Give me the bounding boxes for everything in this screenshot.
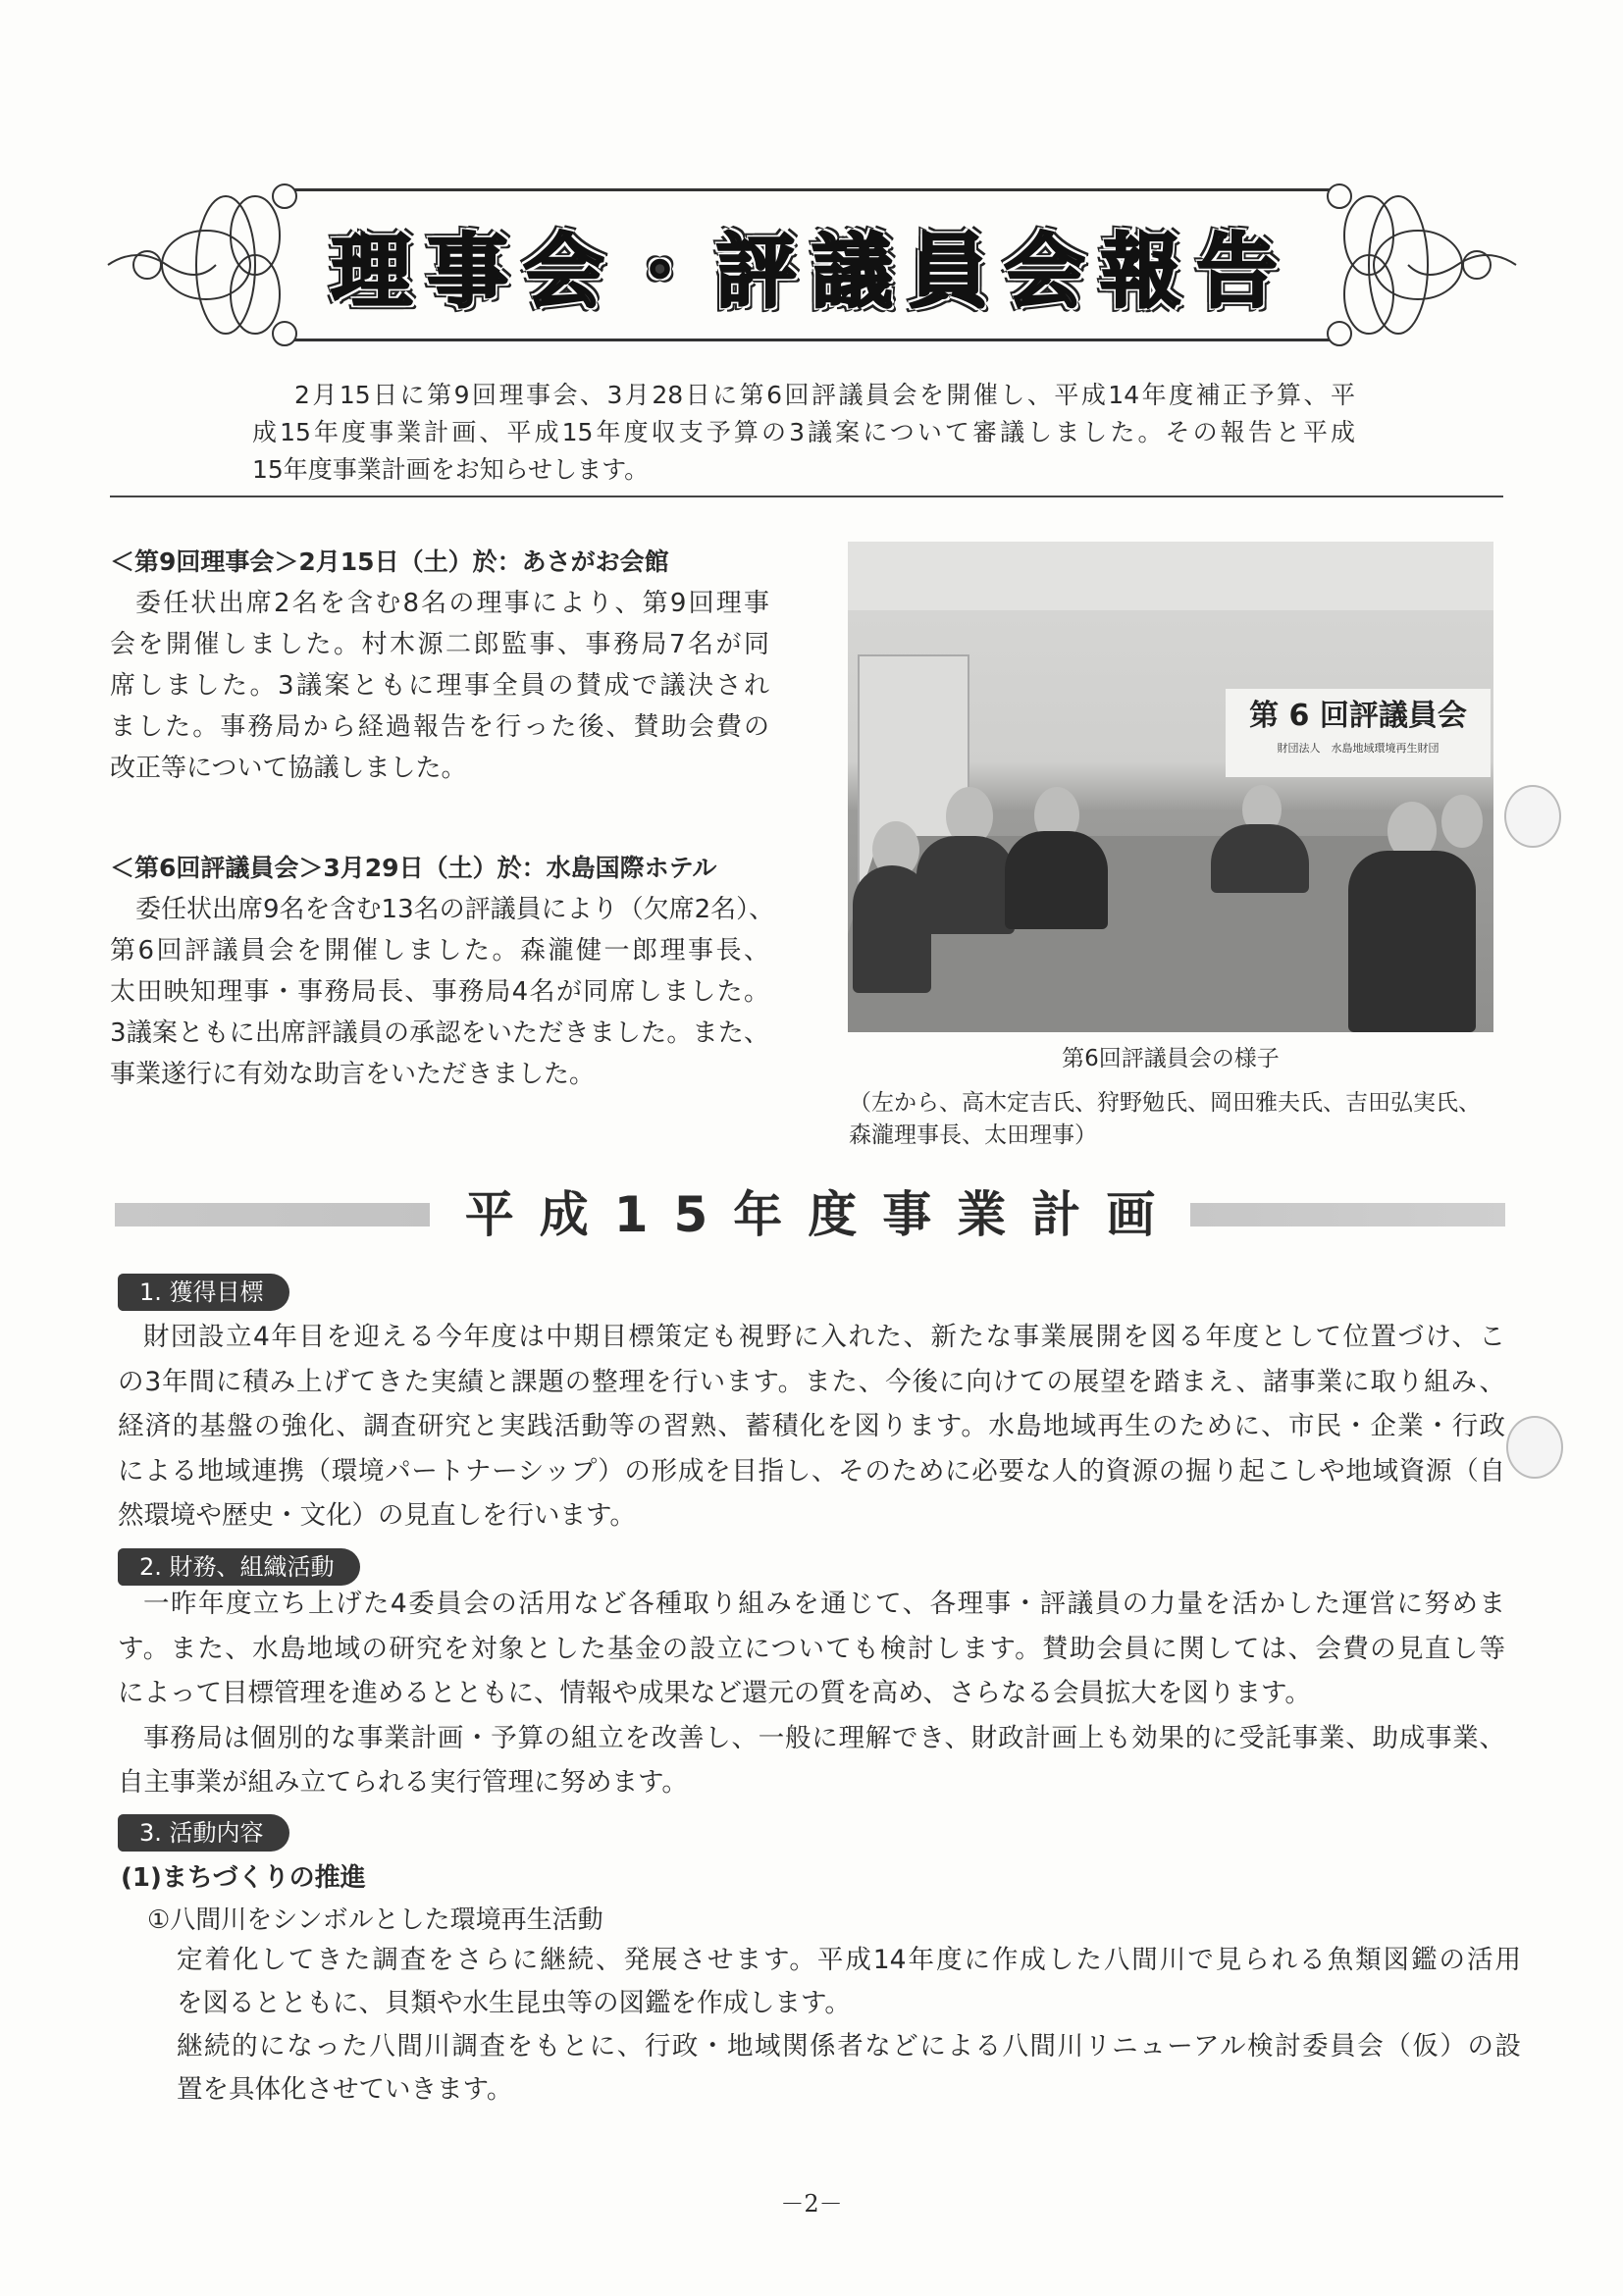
person — [1005, 831, 1108, 929]
body-line: による地域連携（環境パートナーシップ）の形成を目指し、そのために必要な人的資源の掘り起こしや地域資源（自 — [118, 1455, 1505, 1487]
section-pill-3: 3. 活動内容 — [118, 1814, 289, 1852]
council-line: 太田映知理事・事務局長、事務局4名が同席しました。 — [110, 977, 769, 1007]
banner-bottom-border — [294, 339, 1330, 341]
ornament-right-icon — [1320, 177, 1526, 353]
person — [1348, 851, 1476, 1032]
section-2-body — [118, 1582, 1505, 1805]
person — [1211, 824, 1309, 893]
sign-subtitle: 財団法人 水島地域環境再生財団 — [1277, 742, 1440, 755]
body-line: 自主事業が組み立てられる実行管理に努めます。 — [118, 1767, 688, 1798]
intro-paragraph — [252, 377, 1355, 489]
body-line: す。また、水島地域の研究を対象とした基金の設立についても検討します。賛助会員に関しては、会費の見直し等 — [118, 1633, 1505, 1664]
body-line: 定着化してきた調査をさらに継続、発展させます。平成14年度に作成した八間川で見られる魚類図鑑の活用 — [177, 1945, 1521, 1975]
body-line: によって目標管理を進めるとともに、情報や成果など還元の質を高め、さらなる会員拡大を図ります。 — [118, 1678, 1311, 1708]
ornament-left-icon — [98, 177, 304, 353]
punch-hole-icon — [1504, 785, 1561, 848]
punch-hole-icon — [1506, 1416, 1563, 1479]
person — [916, 836, 1015, 934]
intro-line: 15年度事業計画をお知らせします。 — [252, 455, 650, 484]
section-title-text: 平成15年度事業計画 — [430, 1186, 1191, 1243]
board-line: 席しました。3議案ともに理事全員の賛成で議決され — [110, 671, 769, 701]
page-title: 理事会・評議員会報告 — [331, 226, 1293, 319]
body-line: の3年間に積み上げてきた実績と課題の整理を行います。また、今後に向けての展望を踏まえ、諸事業に取り組み、 — [118, 1366, 1505, 1397]
divider — [110, 496, 1503, 497]
section-pill-1: 1. 獲得目標 — [118, 1274, 289, 1311]
intro-line: 2月15日に第9回理事会、3月28日に第6回評議員会を開催し、平成14年度補正予算、平 — [294, 381, 1355, 409]
council-line: 3議案ともに出席評議員の承認をいただきました。また、 — [110, 1018, 769, 1048]
body-line: 然環境や歴史・文化）の見直しを行います。 — [118, 1500, 636, 1531]
photo-names — [849, 1087, 1516, 1152]
names-line: 森瀧理事長、太田理事） — [849, 1122, 1097, 1148]
body-line: 一昨年度立ち上げた4委員会の活用など各種取り組みを通じて、各理事・評議員の力量を活かした運営に努めま — [143, 1589, 1505, 1619]
page-number: －2－ — [780, 2190, 843, 2218]
ceiling — [848, 542, 1493, 610]
body-line: 財団設立4年目を迎える今年度は中期目標策定も視野に入れた、新たな事業展開を図る年度として位置づけ、こ — [143, 1322, 1505, 1352]
body-line: 置を具体化させていきます。 — [177, 2074, 513, 2105]
council-line: 委任状出席9名を含む13名の評議員により（欠席2名）、 — [135, 895, 775, 924]
council-line: 第6回評議員会を開催しました。森瀧健一郎理事長、 — [110, 936, 769, 965]
body-line: 継続的になった八間川調査をもとに、行政・地域関係者などによる八間川リニューアル検討委員会（仮）の設 — [177, 2031, 1521, 2061]
intro-line: 成15年度事業計画、平成15年度収支予算の3議案について審議しました。その報告と平成 — [252, 418, 1355, 446]
section-title — [115, 1175, 1505, 1246]
board-line: 委任状出席2名を含む8名の理事により、第9回理事 — [135, 589, 769, 618]
council-meeting-report — [110, 848, 775, 1095]
body-line: を図るとともに、貝類や水生昆虫等の図鑑を作成します。 — [177, 1988, 851, 2018]
section-3-body — [177, 1939, 1521, 2112]
sign-title: 第 6 回評議員会 — [1249, 699, 1467, 733]
names-line: （左から、高木定吉氏、狩野勉氏、岡田雅夫氏、吉田弘実氏、 — [849, 1090, 1481, 1116]
board-line: 会を開催しました。村木源二郎監事、事務局7名が同 — [110, 630, 769, 659]
board-line: 改正等について協議しました。 — [110, 754, 467, 783]
meeting-photo — [848, 542, 1493, 1032]
board-meeting-report — [110, 542, 769, 789]
subheading: (1)まちづくりの推進 — [121, 1863, 366, 1893]
item-heading: ①八間川をシンボルとした環境再生活動 — [147, 1905, 603, 1935]
body-line: 経済的基盤の強化、調査研究と実践活動等の習熟、蓄積化を図ります。水島地域再生のために、市民・企業・行政 — [118, 1411, 1505, 1441]
section-1-body — [118, 1315, 1505, 1539]
person-head — [1441, 795, 1483, 848]
council-line: 事業遂行に有効な助言をいただきました。 — [110, 1060, 596, 1089]
board-meeting-heading: ＜第9回理事会＞2月15日（土）於：あさがお会館 — [110, 548, 669, 576]
board-line: ました。事務局から経過報告を行った後、賛助会費の — [110, 712, 769, 742]
meeting-sign — [1226, 689, 1491, 777]
council-meeting-heading: ＜第6回評議員会＞3月29日（土）於：水島国際ホテル — [110, 854, 717, 882]
banner-top-border — [294, 188, 1330, 191]
body-line: 事務局は個別的な事業計画・予算の組立を改善し、一般に理解でき、財政計画上も効果的に受託事業、助成事業、 — [143, 1722, 1505, 1753]
section-pill-2: 2. 財務、組織活動 — [118, 1548, 360, 1586]
photo-caption: 第6回評議員会の様子 — [1062, 1046, 1280, 1071]
